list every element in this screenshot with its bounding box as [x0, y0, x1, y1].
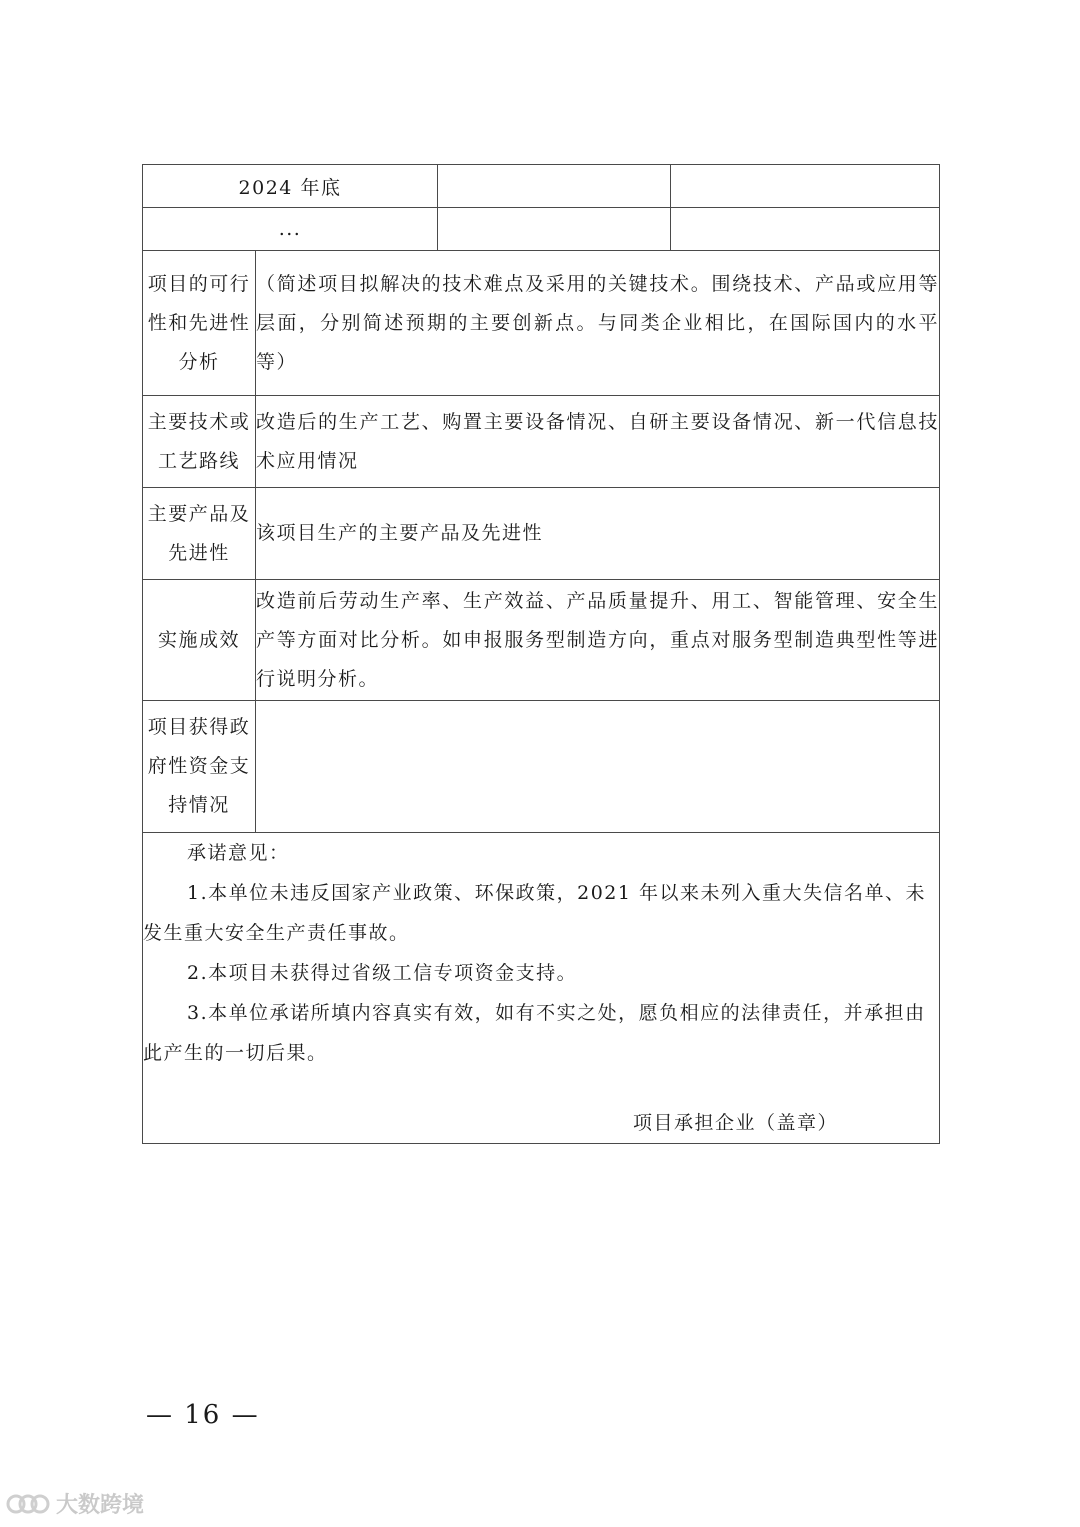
- table-row: [143, 165, 940, 208]
- table-row: [143, 208, 940, 251]
- feasibility-label: 项目的可行性和先进性分析: [143, 251, 256, 396]
- empty-cell: [438, 165, 671, 208]
- table-row: [143, 833, 940, 1144]
- project-form-table: [142, 164, 940, 1144]
- year-cell: 2024 年底: [143, 165, 438, 208]
- funding-text: [256, 701, 940, 833]
- signature-line: 项目承担企业（盖章）: [633, 1112, 839, 1134]
- watermark-logo-icon: [6, 1491, 50, 1517]
- pledge-title: 承诺意见：: [187, 842, 290, 864]
- table-row: [143, 580, 940, 701]
- tech-route-text: 改造后的生产工艺、购置主要设备情况、自研主要设备情况、新一代信息技术应用情况: [256, 396, 940, 488]
- table-row: [143, 701, 940, 833]
- empty-cell: [671, 165, 940, 208]
- products-text: 该项目生产的主要产品及先进性: [256, 488, 940, 580]
- watermark: [6, 1488, 144, 1519]
- table-row: [143, 488, 940, 580]
- products-label: 主要产品及先进性: [143, 488, 256, 580]
- pledge-item-1: 1.本单位未违反国家产业政策、环保政策，2021 年以来未列入重大失信名单、未发生重大安全生产责任事故。: [143, 882, 927, 944]
- empty-cell: [438, 208, 671, 251]
- results-label: 实施成效: [143, 580, 256, 701]
- tech-route-label: 主要技术或工艺路线: [143, 396, 256, 488]
- pledge-cell: [143, 833, 940, 1144]
- table-row: [143, 251, 940, 396]
- table-row: [143, 396, 940, 488]
- page-number: — 16 —: [146, 1400, 260, 1430]
- empty-cell: [671, 208, 940, 251]
- funding-label: 项目获得政府性资金支持情况: [143, 701, 256, 833]
- watermark-text: 大数跨境: [56, 1493, 145, 1518]
- ellipsis-cell: ...: [143, 208, 438, 251]
- pledge-item-2: 2.本项目未获得过省级工信专项资金支持。: [187, 962, 578, 984]
- pledge-item-3: 3.本单位承诺所填内容真实有效，如有不实之处，愿负相应的法律责任，并承担由此产生的一切后果。: [143, 1002, 926, 1064]
- feasibility-text: （简述项目拟解决的技术难点及采用的关键技术。围绕技术、产品或应用等层面，分别简述预期的主要创新点。与同类企业相比，在国际国内的水平等）: [256, 251, 940, 396]
- results-text: 改造前后劳动生产率、生产效益、产品质量提升、用工、智能管理、安全生产等方面对比分析。如申报服务型制造方向，重点对服务型制造典型性等进行说明分析。: [256, 580, 940, 701]
